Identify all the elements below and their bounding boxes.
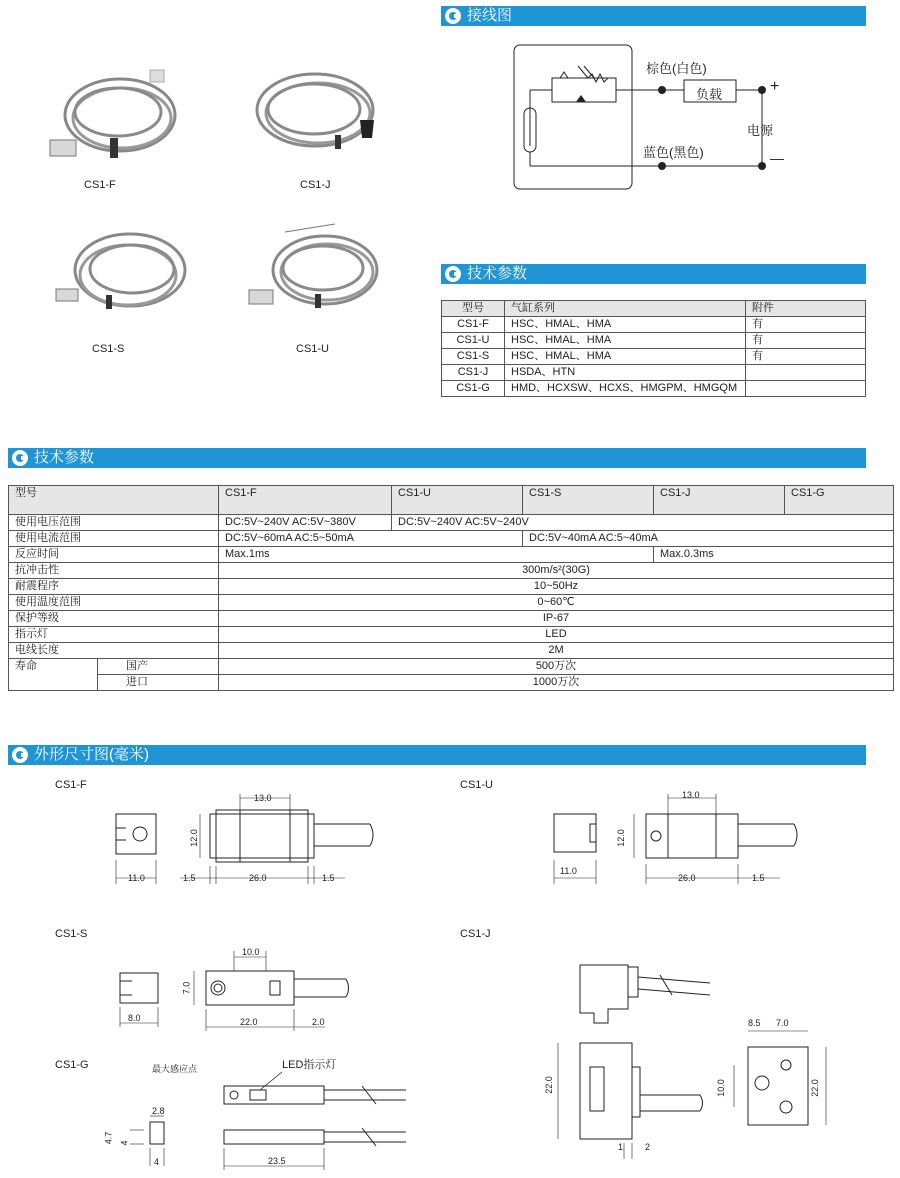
dim-led-label: LED指示灯	[282, 1059, 337, 1071]
spec-value: 500万次	[219, 659, 894, 675]
spec-label: 使用温度范围	[9, 595, 219, 611]
dim-g-width-top: 2.8	[152, 1106, 165, 1116]
spec-label: 电线长度	[9, 643, 219, 659]
dim-j-offset-2: 2	[645, 1142, 651, 1152]
spec-small-title: 技术参数	[467, 265, 528, 282]
table-row	[9, 659, 894, 675]
table-cell: HSC、HMAL、HMA	[505, 333, 746, 349]
photo-caption-cs1-u: CS1-U	[296, 343, 330, 355]
photo-caption-cs1-s: CS1-S	[92, 343, 125, 355]
table-row	[442, 365, 866, 381]
spec-value: DC:5V~40mA AC:5~40mA	[523, 531, 894, 547]
spec-value: DC:5V~240V AC:5V~240V	[392, 515, 894, 531]
spec-label: 指示灯	[9, 627, 219, 643]
dim-left-offset: 1.5	[183, 873, 196, 883]
spec-label: 反应时间	[9, 547, 219, 563]
dim-right-offset: 2.0	[312, 1017, 325, 1027]
dim-j-offset-1: 1	[618, 1142, 624, 1152]
spec-label: 型号	[9, 486, 219, 515]
wiring-minus-label: —	[770, 150, 784, 166]
table-row	[9, 627, 894, 643]
model-series-table	[441, 300, 866, 397]
dim-drawing-cs1-j	[540, 955, 860, 1165]
table-cell: CS1-S	[442, 349, 505, 365]
spec-small-banner	[441, 264, 866, 284]
dim-top: 10.0	[242, 947, 260, 957]
spec-value: 10~50Hz	[219, 579, 894, 595]
dim-height: 12.0	[615, 829, 626, 847]
wiring-blue-label: 蓝色(黑色)	[643, 145, 704, 160]
dim-length: 26.0	[678, 873, 696, 883]
model-header: CS1-J	[654, 486, 785, 515]
spec-value: Max.1ms	[219, 547, 654, 563]
spec-label: 抗冲击性	[9, 563, 219, 579]
section-c-icon	[445, 8, 461, 24]
spec-value: DC:5V~240V AC:5V~380V	[219, 515, 392, 531]
spec-value: 300m/s²(30G)	[219, 563, 894, 579]
dim-top: 13.0	[254, 793, 272, 803]
table-row	[9, 595, 894, 611]
model-header: CS1-U	[392, 486, 523, 515]
table-cell: CS1-U	[442, 333, 505, 349]
table-cell: CS1-G	[442, 381, 505, 397]
table-row	[442, 333, 866, 349]
photo-cs1-f	[40, 70, 190, 180]
dim-top: 13.0	[682, 790, 700, 800]
dim-j-mid-height: 10.0	[715, 1079, 726, 1097]
table-row	[9, 675, 894, 691]
section-c-icon	[445, 266, 461, 282]
table-cell	[746, 365, 866, 381]
dim-g-side: 4	[119, 1140, 130, 1146]
spec-main-title: 技术参数	[34, 449, 95, 466]
table-cell: 有	[746, 317, 866, 333]
wiring-load-label: 负载	[696, 87, 723, 102]
dims-banner	[8, 745, 866, 765]
dim-max-point-label: 最大感应点	[152, 1064, 198, 1074]
spec-value: 1000万次	[219, 675, 894, 691]
photo-cs1-u	[245, 222, 395, 332]
photo-caption-cs1-f: CS1-F	[84, 179, 116, 191]
photo-caption-cs1-j: CS1-J	[300, 179, 331, 191]
dim-j-height-side: 22.0	[543, 1076, 554, 1094]
dim-width: 11.0	[128, 873, 145, 883]
spec-sublabel: 进口	[98, 675, 219, 691]
spec-label: 保护等级	[9, 611, 219, 627]
table-row	[9, 563, 894, 579]
dim-j-height-front: 22.0	[809, 1079, 820, 1097]
dim-height: 7.0	[181, 981, 192, 995]
table-cell: HSC、HMAL、HMA	[505, 349, 746, 365]
dim-length: 23.5	[268, 1156, 286, 1166]
dim-right-offset: 1.5	[752, 873, 765, 883]
spec-sublabel: 国产	[98, 659, 219, 675]
dim-drawing-cs1-g	[100, 1066, 420, 1176]
dim-length: 22.0	[240, 1017, 258, 1027]
table-cell: HMD、HCXSW、HCXS、HMGPM、HMGQM	[505, 381, 746, 397]
table-cell: HSDA、HTN	[505, 365, 746, 381]
spec-label: 使用电流范围	[9, 531, 219, 547]
spec-main-banner	[8, 448, 866, 468]
wiring-banner	[441, 6, 866, 26]
dim-j-width-b: 7.0	[776, 1018, 789, 1028]
table-cell: CS1-J	[442, 365, 505, 381]
table-header: 型号	[442, 301, 505, 317]
dim-length: 26.0	[249, 873, 267, 883]
wiring-brown-label: 棕色(白色)	[646, 61, 707, 76]
dim-width: 11.0	[560, 866, 577, 876]
wiring-title: 接线图	[467, 7, 513, 24]
dim-title-cs1-u: CS1-U	[460, 779, 494, 791]
wiring-power-label: 电源	[747, 123, 774, 138]
table-cell: 有	[746, 349, 866, 365]
spec-value: IP-67	[219, 611, 894, 627]
table-cell: HSC、HMAL、HMA	[505, 317, 746, 333]
table-row	[442, 317, 866, 333]
dim-width: 8.0	[128, 1013, 141, 1023]
spec-value: Max.0.3ms	[654, 547, 894, 563]
dim-title-cs1-s: CS1-S	[55, 928, 88, 940]
dim-right-offset: 1.5	[322, 873, 335, 883]
dims-title: 外形尺寸图(毫米)	[34, 746, 149, 763]
table-cell	[746, 381, 866, 397]
spec-table	[8, 485, 894, 691]
spec-value: LED	[219, 627, 894, 643]
table-row	[442, 381, 866, 397]
model-header: CS1-F	[219, 486, 392, 515]
dim-j-width-a: 8.5	[748, 1018, 761, 1028]
table-row	[9, 643, 894, 659]
spec-value: 0~60℃	[219, 595, 894, 611]
dim-title-cs1-g: CS1-G	[55, 1059, 89, 1071]
section-c-icon	[12, 450, 28, 466]
model-header: CS1-G	[785, 486, 894, 515]
table-row	[9, 515, 894, 531]
table-header: 附件	[746, 301, 866, 317]
spec-label: 使用电压范围	[9, 515, 219, 531]
dim-g-height: 4.7	[103, 1131, 114, 1145]
photo-cs1-s	[50, 225, 200, 335]
dim-title-cs1-j: CS1-J	[460, 928, 491, 940]
dim-height: 12.0	[188, 829, 199, 847]
table-row	[442, 349, 866, 365]
table-row	[9, 531, 894, 547]
section-c-icon	[12, 747, 28, 763]
table-cell: 有	[746, 333, 866, 349]
wiring-plus-label: +	[770, 78, 780, 95]
dim-title-cs1-f: CS1-F	[55, 779, 87, 791]
model-header: CS1-S	[523, 486, 654, 515]
table-row	[9, 579, 894, 595]
dim-g-width-bottom: 4	[154, 1157, 160, 1167]
spec-value: 2M	[219, 643, 894, 659]
table-row	[9, 547, 894, 563]
spec-label: 耐震程序	[9, 579, 219, 595]
table-header: 气缸系列	[505, 301, 746, 317]
photo-cs1-j	[250, 65, 400, 175]
table-row	[9, 611, 894, 627]
spec-label: 寿命	[9, 659, 98, 691]
spec-value: DC:5V~60mA AC:5~50mA	[219, 531, 523, 547]
table-cell: CS1-F	[442, 317, 505, 333]
